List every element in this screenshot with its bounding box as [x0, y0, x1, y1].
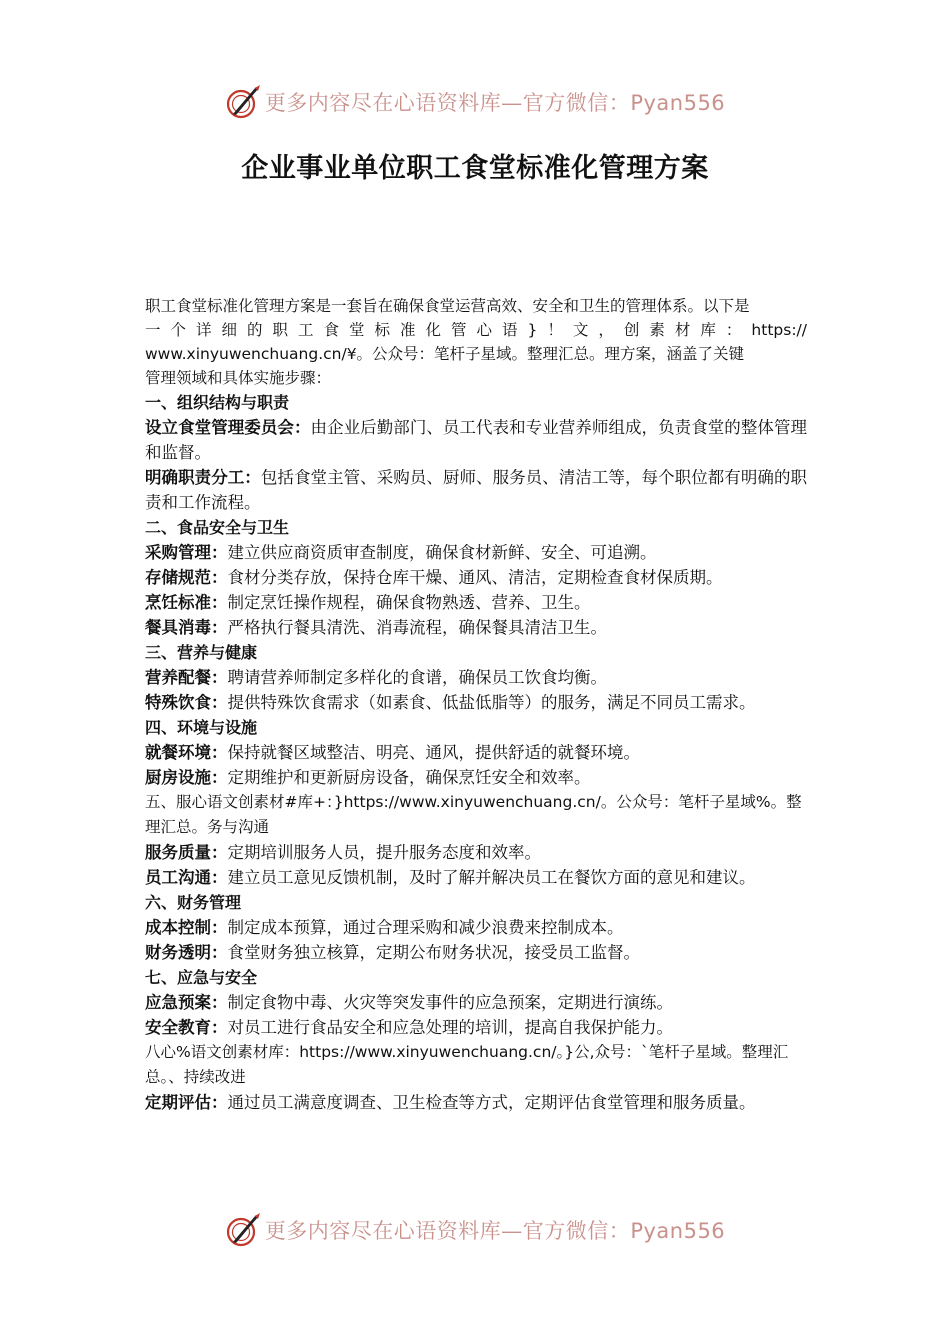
document-body: [145, 294, 807, 1115]
section-heading: 二、食品安全与卫生: [145, 518, 290, 537]
list-item: 员工沟通：建立员工意见反馈机制，及时了解并解决员工在餐饮方面的意见和建议。: [145, 868, 756, 887]
list-item: 设立食堂管理委员会：由企业后勤部门、员工代表和专业营养师组成，负责食堂的整体管理和监督。: [145, 418, 808, 462]
list-item: 应急预案：制定食物中毒、火灾等突发事件的应急预案，定期进行演练。: [145, 993, 673, 1012]
section-heading: 三、营养与健康: [145, 643, 258, 662]
list-item: 安全教育：对员工进行食品安全和应急处理的培训，提高自我保护能力。: [145, 1018, 673, 1037]
section-heading: 六、财务管理: [145, 893, 242, 912]
intro-line: www.xinyuwenchuang.cn/¥。公众号：笔杆子星域。整理汇总。理方案，涵盖了关键: [145, 345, 745, 363]
list-item: 成本控制：制定成本预算，通过合理采购和减少浪费来控制成本。: [145, 918, 624, 937]
section-heading: 四、环境与设施: [145, 718, 258, 737]
section-heading: 一、组织结构与职责: [145, 393, 290, 412]
list-item: 特殊饮食：提供特殊饮食需求（如素食、低盐低脂等）的服务，满足不同员工需求。: [145, 693, 756, 712]
intro-line: 管理领域和具体实施步骤：: [145, 369, 332, 387]
list-item: 明确职责分工：包括食堂主管、采购员、厨师、服务员、清洁工等，每个职位都有明确的职责和工作流程。: [145, 468, 808, 512]
section-heading-mixed: 五、服心语文创素材#库+：}https://www.xinyuwenchuang.cn/。公众号：笔杆子星域%。整理汇总。务与沟通: [145, 793, 802, 836]
list-item: 营养配餐：聘请营养师制定多样化的食谱，确保员工饮食均衡。: [145, 668, 607, 687]
quill-pen-seal-icon: [225, 84, 261, 120]
list-item: 存储规范：食材分类存放，保持仓库干燥、通风、清洁，定期检查食材保质期。: [145, 568, 723, 587]
intro-line: 一个详细的职工食堂标准化管心语}！文，创素材库：https://: [145, 321, 807, 339]
list-item: 烹饪标准：制定烹饪操作规程，确保食物熟透、营养、卫生。: [145, 593, 591, 612]
list-item: 服务质量：定期培训服务人员，提升服务态度和效率。: [145, 843, 541, 862]
list-item: 厨房设施：定期维护和更新厨房设备，确保烹饪安全和效率。: [145, 768, 591, 787]
list-item: 采购管理：建立供应商资质审查制度，确保食材新鲜、安全、可追溯。: [145, 543, 657, 562]
document-title: 企业事业单位职工食堂标准化管理方案: [241, 153, 709, 184]
list-item: 餐具消毒：严格执行餐具清洗、消毒流程，确保餐具清洁卫生。: [145, 618, 607, 637]
list-item: 财务透明：食堂财务独立核算，定期公布财务状况，接受员工监督。: [145, 943, 640, 962]
header-banner: [0, 80, 950, 124]
banner-text: 更多内容尽在心语资料库—官方微信：Pyan556: [264, 91, 726, 115]
intro-line: 职工食堂标准化管理方案是一套旨在确保食堂运营高效、安全和卫生的管理体系。以下是: [145, 297, 750, 315]
quill-pen-seal-icon: [225, 1212, 261, 1248]
list-item: 定期评估：通过员工满意度调查、卫生检查等方式，定期评估食堂管理和服务质量。: [145, 1093, 756, 1112]
banner-text: 更多内容尽在心语资料库—官方微信：Pyan556: [264, 1219, 726, 1243]
footer-banner: [0, 1208, 950, 1252]
section-heading: 七、应急与安全: [145, 968, 258, 987]
section-heading-mixed: 八心%语文创素材库：https://www.xinyuwenchuang.cn/。}公,众号：`笔杆子星域。整理汇总。、持续改进: [145, 1043, 789, 1086]
list-item: 就餐环境：保持就餐区域整洁、明亮、通风，提供舒适的就餐环境。: [145, 743, 640, 762]
